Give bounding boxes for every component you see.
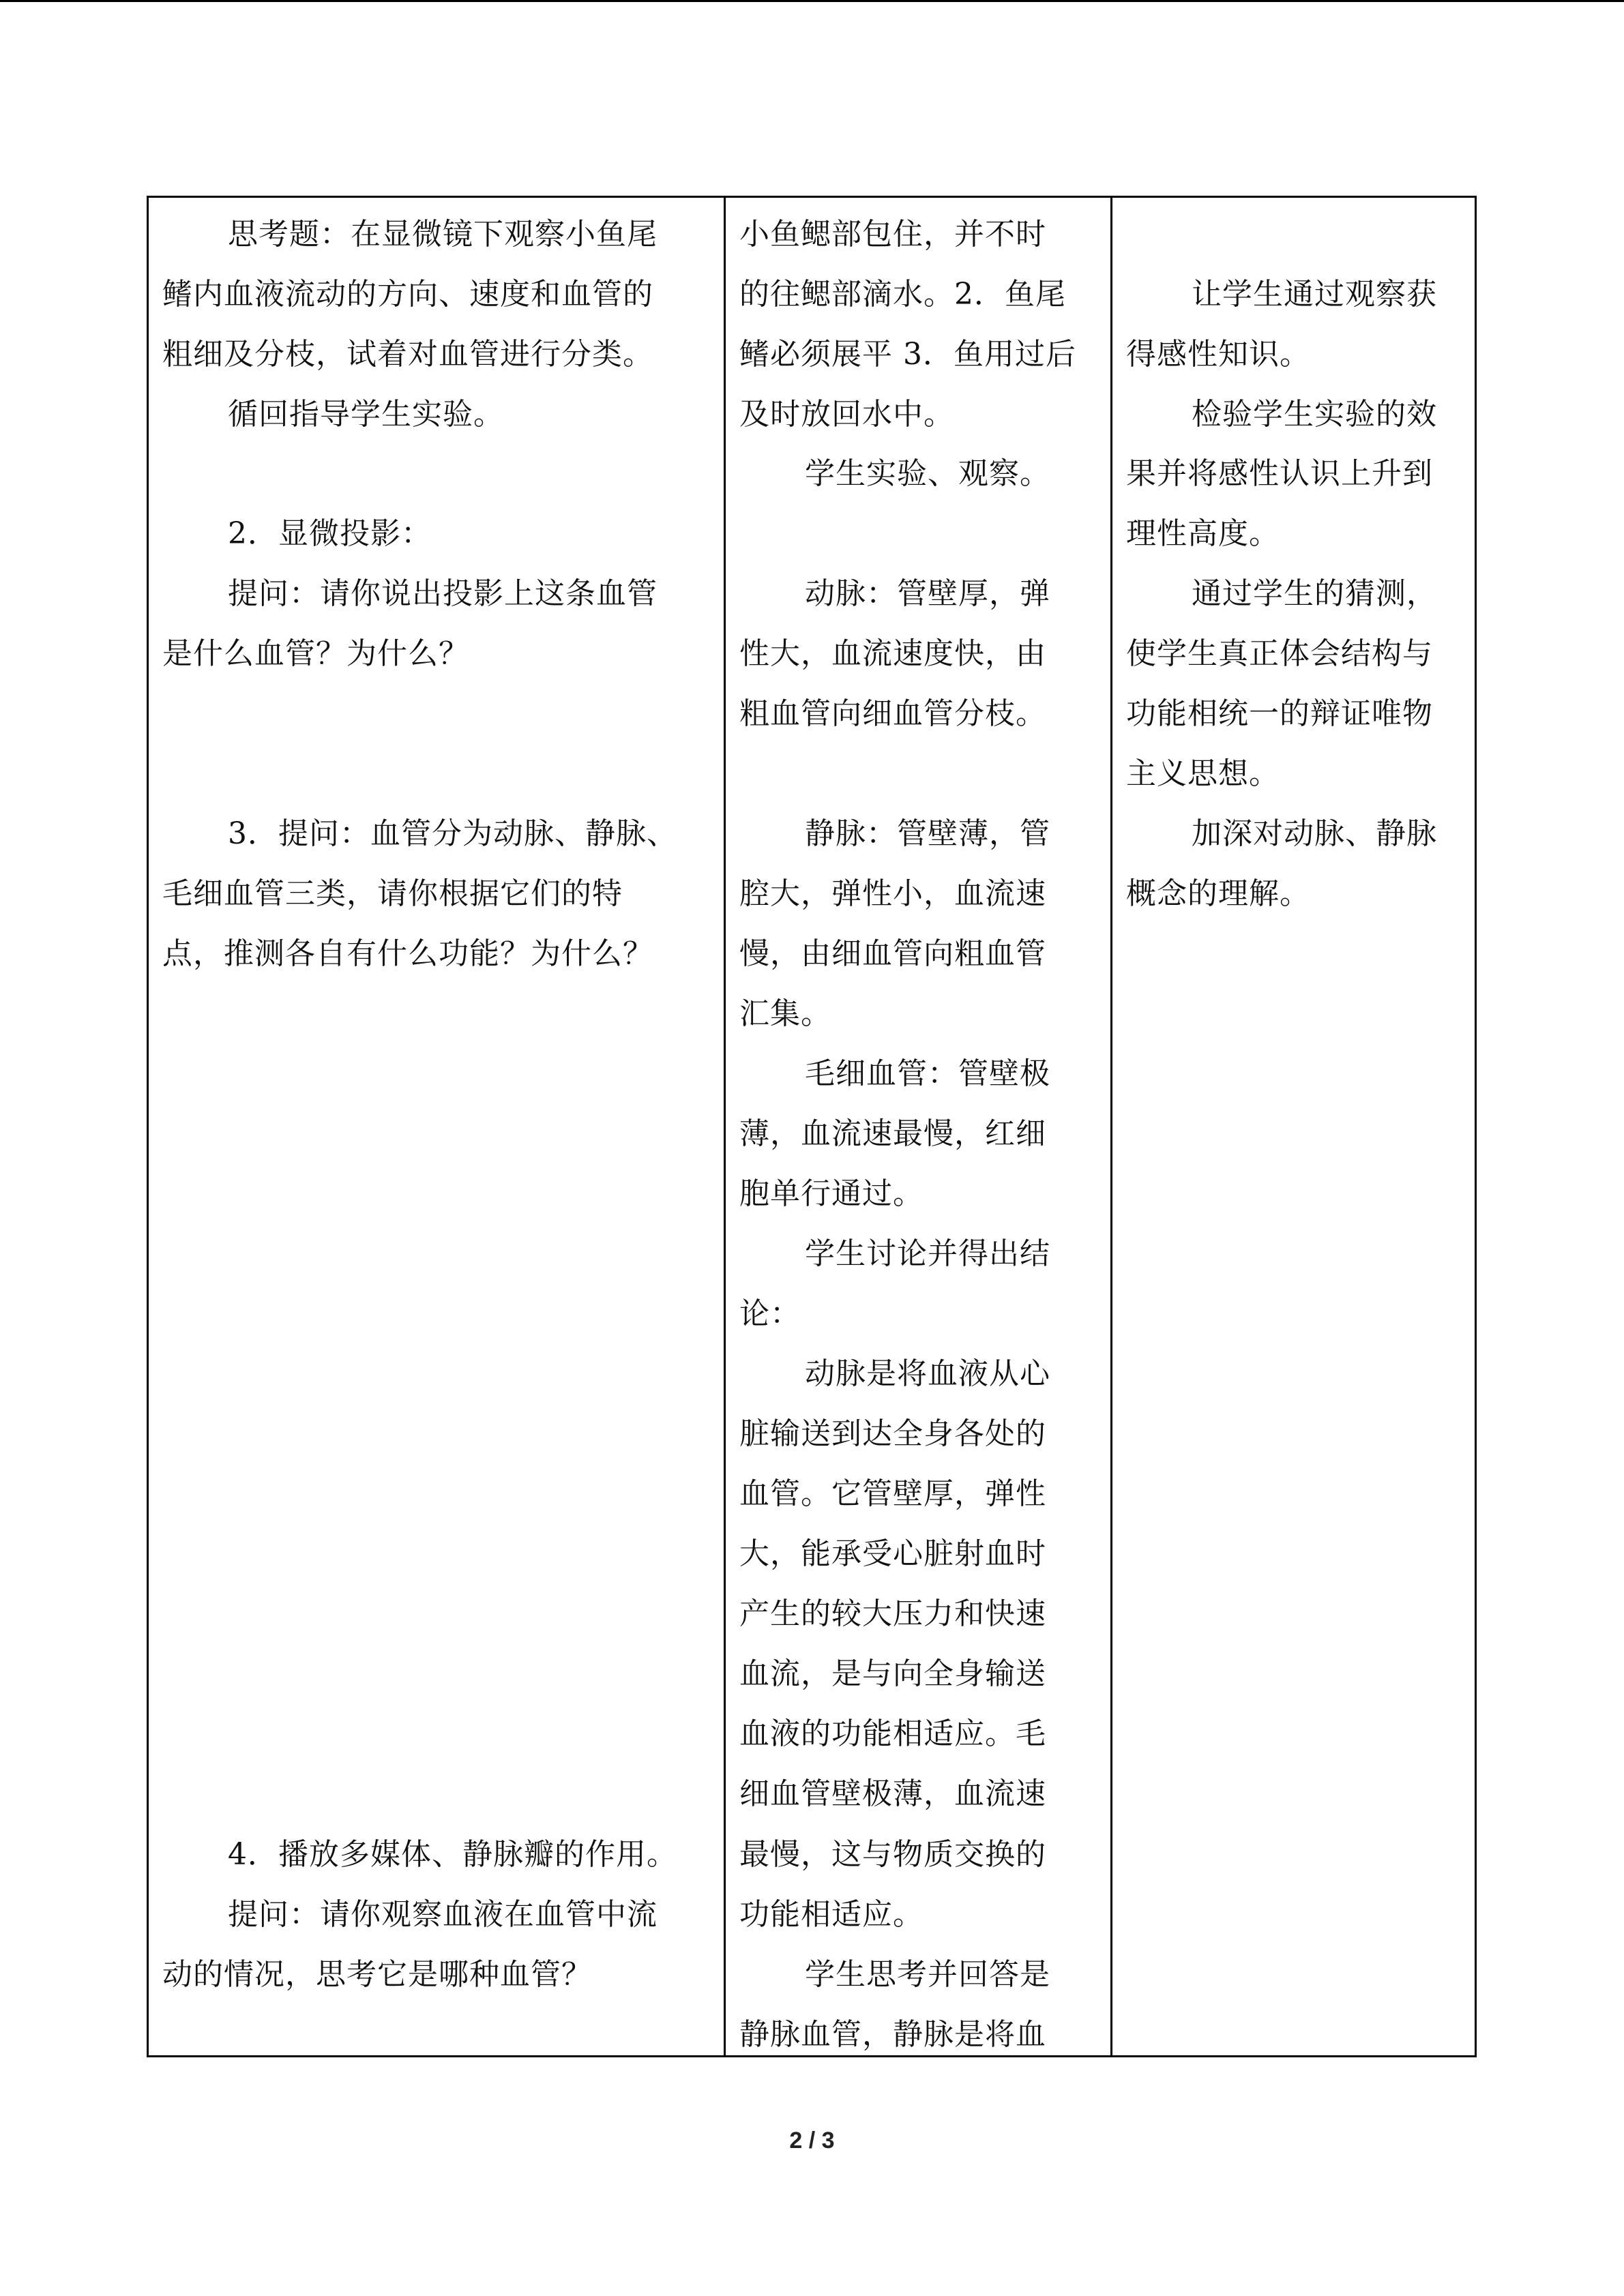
text-line: 产生的较大压力和快速 (739, 1596, 1046, 1631)
text-line: 功能相适应。 (739, 1897, 924, 1932)
page-number: 2 / 3 (789, 2128, 835, 2153)
text-line: 是什么血管？为什么？ (162, 636, 469, 671)
design-intent-cell (1126, 198, 1467, 2055)
text-line: 使学生真正体会结构与 (1126, 636, 1433, 671)
text-line: 血管。它管壁厚，弹性 (739, 1476, 1046, 1511)
teacher-activity-cell (162, 198, 708, 2055)
text-line: 最慢，这与物质交换的 (739, 1837, 1046, 1872)
text-line: 动脉是将血液从心 (805, 1356, 1050, 1391)
text-line: 让学生通过观察获 (1192, 277, 1437, 312)
student-activity-cell (739, 198, 1101, 2055)
text-line: 慢，由细血管向粗血管 (739, 936, 1046, 971)
text-line: 动脉：管壁厚，弹 (805, 576, 1050, 611)
text-line: 提问：请你观察血液在血管中流 (228, 1897, 658, 1932)
page-top-rule (0, 0, 1624, 2)
text-line: 及时放回水中。 (739, 397, 954, 432)
text-line: 毛细血管：管壁极 (805, 1056, 1050, 1091)
text-line: 腔大，弹性小，血流速 (739, 876, 1046, 911)
text-line: 通过学生的猜测， (1192, 576, 1437, 611)
text-line: 主义思想。 (1126, 756, 1280, 791)
text-line: 得感性知识。 (1126, 337, 1310, 372)
text-line: 鳍必须展平 3．鱼用过后 (739, 337, 1076, 372)
text-line: 性大，血流速度快，由 (739, 636, 1046, 671)
text-line: 2．显微投影： (228, 516, 432, 551)
text-line: 加深对动脉、静脉 (1192, 816, 1437, 851)
text-line: 3．提问：血管分为动脉、静脉、 (228, 816, 677, 851)
text-line: 学生讨论并得出结 (805, 1236, 1050, 1271)
column-divider (1110, 198, 1112, 2055)
text-line: 学生实验、观察。 (805, 456, 1050, 491)
column-divider (724, 198, 726, 2055)
text-line: 的往鳃部滴水。2．鱼尾 (739, 277, 1066, 312)
text-line: 薄，血流速最慢，红细 (739, 1116, 1046, 1151)
text-line: 血液的功能相适应。毛 (739, 1716, 1046, 1751)
text-line: 提问：请你说出投影上这条血管 (228, 576, 658, 611)
text-line: 循回指导学生实验。 (228, 397, 504, 432)
text-line: 概念的理解。 (1126, 876, 1310, 911)
text-line: 静脉：管壁薄，管 (805, 816, 1050, 851)
lesson-plan-table (147, 196, 1477, 2057)
text-line: 4．播放多媒体、静脉瓣的作用。 (228, 1837, 677, 1872)
text-line: 思考题：在显微镜下观察小鱼尾 (228, 217, 658, 252)
text-line: 汇集。 (739, 996, 831, 1031)
text-line: 细血管壁极薄，血流速 (739, 1776, 1046, 1811)
text-line: 静脉血管，静脉是将血 (739, 2017, 1046, 2052)
text-line: 毛细血管三类，请你根据它们的特 (162, 876, 623, 911)
text-line: 粗细及分枝，试着对血管进行分类。 (162, 337, 653, 372)
text-line: 大，能承受心脏射血时 (739, 1536, 1046, 1571)
text-line: 鳍内血液流动的方向、速度和血管的 (162, 277, 653, 312)
text-line: 学生思考并回答是 (805, 1957, 1050, 1992)
text-line: 血流，是与向全身输送 (739, 1656, 1046, 1691)
text-line: 胞单行通过。 (739, 1176, 924, 1211)
text-line: 点，推测各自有什么功能？为什么？ (162, 936, 653, 971)
text-line: 功能相统一的辩证唯物 (1126, 696, 1433, 731)
text-line: 脏输送到达全身各处的 (739, 1416, 1046, 1451)
text-line: 动的情况，思考它是哪种血管？ (162, 1957, 592, 1992)
text-line: 果并将感性认识上升到 (1126, 456, 1433, 491)
text-line: 粗血管向细血管分枝。 (739, 696, 1046, 731)
text-line: 检验学生实验的效 (1192, 397, 1437, 432)
text-line: 论： (739, 1296, 801, 1331)
text-line: 小鱼鳃部包住，并不时 (739, 217, 1046, 252)
text-line: 理性高度。 (1126, 516, 1280, 551)
